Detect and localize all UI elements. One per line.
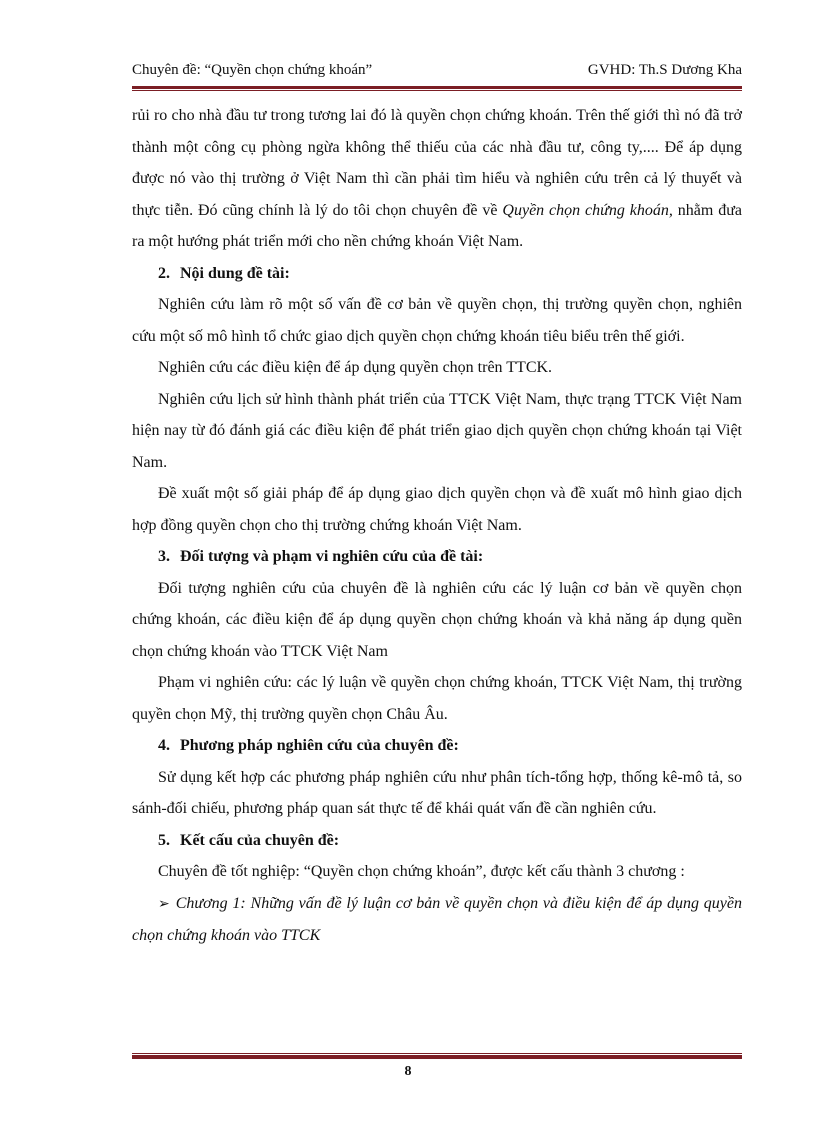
section-heading-5 <box>132 825 742 857</box>
paragraph: Đối tượng nghiên cứu của chuyên đề là nghiên cứu các lý luận cơ bản về quyền chọn chứng khoán, các điều kiện để áp dụng quyền chọn chứng khoán và khả năng áp dụng quền chọn chứng khoán vào TTCK Việt Nam <box>132 579 742 660</box>
footer-rule-thin <box>132 1053 742 1054</box>
footer-rule-thick <box>132 1055 742 1059</box>
section-title: Đối tượng và phạm vi nghiên cứu của đề tài: <box>180 548 484 565</box>
page-number: 8 <box>404 1064 412 1079</box>
arrow-bullet-icon: ➢ <box>158 896 170 912</box>
section-number: 4. <box>158 737 170 754</box>
section-heading-2 <box>132 258 742 290</box>
section-heading-3 <box>132 541 742 573</box>
page-header <box>132 58 742 84</box>
footer-rule <box>132 1053 742 1060</box>
paragraph: Nghiên cứu lịch sử hình thành phát triển của TTCK Việt Nam, thực trạng TTCK Việt Nam hiện nay từ đó đánh giá các điều kiện để phát triển giao dịch quyền chọn chứng khoán tại Việt Nam. <box>132 390 742 471</box>
intro-italic-title: Quyền chọn chứng khoán, <box>502 201 673 219</box>
intro-text-2: nhằm đưa ra một hướng phát triển mới cho nền chứng khoán Việt Nam. <box>132 201 742 250</box>
paragraph: Chuyên đề tốt nghiệp: “Quyền chọn chứng khoán”, được kết cấu thành 3 chương : <box>158 863 685 880</box>
paragraph: Nghiên cứu các điều kiện để áp dụng quyền chọn trên TTCK. <box>158 359 553 376</box>
intro-paragraph <box>132 100 742 258</box>
header-rule-thin <box>132 90 742 91</box>
chapter-bullet-text: Chương 1: Những vấn đề lý luận cơ bản về quyền chọn và điều kiện để áp dụng quyền chọn chứng khoán vào TTCK <box>132 894 742 944</box>
section-number: 5. <box>158 831 170 849</box>
intro-text-1: rủi ro cho nhà đầu tư trong tương lai đó là quyền chọn chứng khoán. Trên thế giới thì nó đã trở thành một công cụ phòng ngừa không thể thiếu của các nhà đầu tư, công ty,.... Để áp dụng được nó vào thị trường ở Việt Nam thì cần phải tìm hiểu và nghiên cứu trên cả lý thuyết và thực tiễn. Đó cũng chính là lý do tôi chọn chuyên đề về <box>132 107 742 219</box>
section-number: 2. <box>158 264 170 282</box>
paragraph: Đề xuất một số giải pháp để áp dụng giao dịch quyền chọn và đề xuất mô hình giao dịch hợp đồng quyền chọn cho thị trường chứng khoán Việt Nam. <box>132 485 742 534</box>
section-number: 3. <box>158 548 170 565</box>
section-title: Nội dung đề tài: <box>180 264 290 282</box>
header-rule <box>132 86 742 92</box>
section-heading-4 <box>132 730 742 762</box>
paragraph: Phạm vi nghiên cứu: các lý luận về quyền chọn chứng khoán, TTCK Việt Nam, thị trường quyền chọn Mỹ, thị trường quyền chọn Châu Âu. <box>132 674 742 723</box>
chapter-bullet <box>132 888 742 952</box>
header-topic: Chuyên đề: “Quyền chọn chứng khoán” <box>132 62 373 78</box>
header-rule-thick <box>132 86 742 89</box>
header-advisor: GVHD: Th.S Dương Kha <box>587 62 742 78</box>
document-body <box>132 100 742 952</box>
paragraph: Sử dụng kết hợp các phương pháp nghiên cứu như phân tích-tổng hợp, thống kê-mô tả, so sánh-đối chiếu, phương pháp quan sát thực tế để khái quát vấn đề cần nghiên cứu. <box>132 768 742 817</box>
section-title: Phương pháp nghiên cứu của chuyên đề: <box>180 737 459 754</box>
section-title: Kết cấu của chuyên đề: <box>180 831 340 849</box>
paragraph: Nghiên cứu làm rõ một số vấn đề cơ bản về quyền chọn, thị trường quyền chọn, nghiên cứu một số mô hình tổ chức giao dịch quyền chọn chứng khoán tiêu biểu trên thế giới. <box>132 296 742 345</box>
